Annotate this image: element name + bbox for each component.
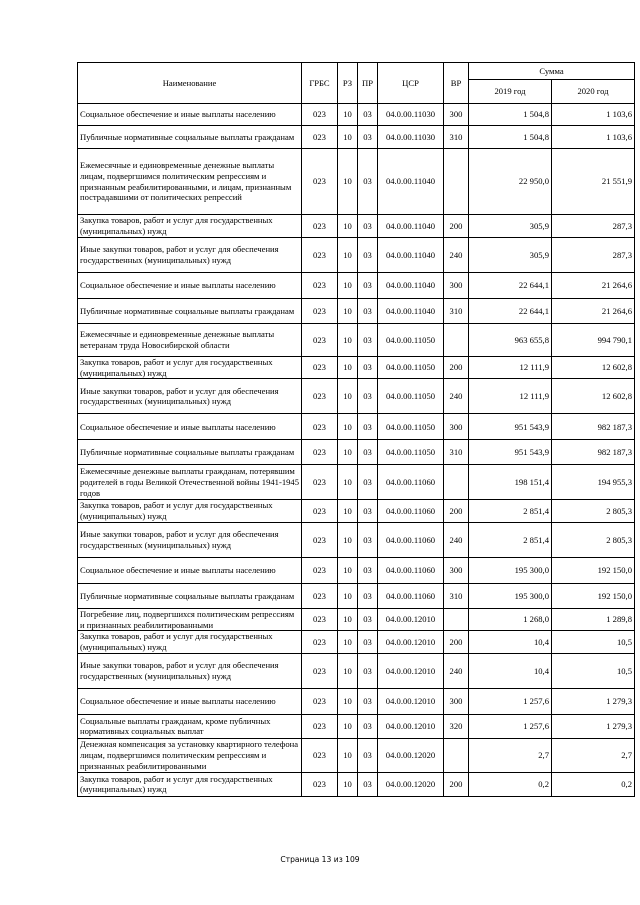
- cell-pr: 03: [358, 149, 378, 215]
- cell-grbs: 023: [302, 126, 338, 149]
- cell-name: Иные закупки товаров, работ и услуг для обеспечения государственных (муниципальных) нужд: [78, 238, 302, 273]
- cell-csr: 04.0.00.11050: [378, 440, 444, 465]
- cell-rz: 10: [338, 299, 358, 324]
- cell-csr: 04.0.00.11060: [378, 465, 444, 500]
- cell-vr: [444, 738, 469, 772]
- cell-vr: [444, 324, 469, 357]
- cell-name: Социальное обеспечение и иные выплаты населению: [78, 557, 302, 583]
- table-row: [78, 149, 635, 215]
- cell-csr: 04.0.00.12020: [378, 772, 444, 796]
- cell-2020: 21 264,6: [552, 273, 635, 299]
- cell-csr: 04.0.00.12010: [378, 631, 444, 653]
- cell-csr: 04.0.00.11050: [378, 379, 444, 414]
- cell-name: Закупка товаров, работ и услуг для государственных (муниципальных) нужд: [78, 357, 302, 379]
- cell-vr: 240: [444, 653, 469, 688]
- table-body: [78, 104, 635, 797]
- cell-csr: 04.0.00.11040: [378, 299, 444, 324]
- cell-pr: 03: [358, 379, 378, 414]
- cell-rz: 10: [338, 440, 358, 465]
- cell-name: Иные закупки товаров, работ и услуг для обеспечения государственных (муниципальных) нужд: [78, 522, 302, 557]
- cell-2019: 0,2: [469, 772, 552, 796]
- cell-csr: 04.0.00.11030: [378, 104, 444, 126]
- cell-vr: 310: [444, 299, 469, 324]
- cell-pr: 03: [358, 583, 378, 608]
- table-row: [78, 357, 635, 379]
- cell-2019: 2 851,4: [469, 500, 552, 522]
- table-row: [78, 238, 635, 273]
- cell-rz: 10: [338, 238, 358, 273]
- cell-grbs: 023: [302, 414, 338, 440]
- cell-grbs: 023: [302, 299, 338, 324]
- cell-vr: 200: [444, 500, 469, 522]
- cell-name: Погребение лиц, подвергшихся политическим репрессиям и признанных реабилитированными: [78, 608, 302, 630]
- cell-2019: 305,9: [469, 215, 552, 238]
- cell-rz: 10: [338, 215, 358, 238]
- cell-pr: 03: [358, 608, 378, 630]
- cell-name: Публичные нормативные социальные выплаты гражданам: [78, 299, 302, 324]
- cell-name: Денежная компенсация за установку квартирного телефона лицам, подвергшимся политическим репрессиям и признанных реабилитированными: [78, 738, 302, 772]
- table-row: [78, 653, 635, 688]
- cell-grbs: 023: [302, 273, 338, 299]
- cell-2019: 198 151,4: [469, 465, 552, 500]
- cell-vr: 240: [444, 522, 469, 557]
- cell-vr: 300: [444, 414, 469, 440]
- cell-vr: [444, 608, 469, 630]
- cell-grbs: 023: [302, 357, 338, 379]
- cell-rz: 10: [338, 772, 358, 796]
- cell-name: Социальное обеспечение и иные выплаты населению: [78, 104, 302, 126]
- cell-pr: 03: [358, 357, 378, 379]
- cell-grbs: 023: [302, 557, 338, 583]
- cell-vr: 240: [444, 379, 469, 414]
- header-name: Наименование: [78, 63, 302, 104]
- cell-name: Ежемесячные денежные выплаты гражданам, потерявшим родителей в годы Великой Отечественной войны 1941-1945 годов: [78, 465, 302, 500]
- table-row: [78, 215, 635, 238]
- cell-2019: 1 504,8: [469, 126, 552, 149]
- cell-rz: 10: [338, 324, 358, 357]
- cell-rz: 10: [338, 522, 358, 557]
- cell-rz: 10: [338, 631, 358, 653]
- cell-2019: 951 543,9: [469, 414, 552, 440]
- table-row: [78, 738, 635, 772]
- cell-grbs: 023: [302, 238, 338, 273]
- cell-name: Иные закупки товаров, работ и услуг для обеспечения государственных (муниципальных) нужд: [78, 379, 302, 414]
- cell-2019: 22 950,0: [469, 149, 552, 215]
- cell-vr: 310: [444, 583, 469, 608]
- cell-2020: 12 602,8: [552, 379, 635, 414]
- cell-pr: 03: [358, 772, 378, 796]
- table-row: [78, 440, 635, 465]
- cell-csr: 04.0.00.11040: [378, 149, 444, 215]
- cell-grbs: 023: [302, 215, 338, 238]
- cell-vr: 200: [444, 631, 469, 653]
- cell-pr: 03: [358, 465, 378, 500]
- cell-pr: 03: [358, 653, 378, 688]
- cell-2020: 1 279,3: [552, 688, 635, 714]
- cell-2019: 12 111,9: [469, 357, 552, 379]
- budget-table: [77, 62, 635, 797]
- cell-pr: 03: [358, 104, 378, 126]
- cell-2020: 194 955,3: [552, 465, 635, 500]
- cell-2019: 195 300,0: [469, 557, 552, 583]
- header-rz: РЗ: [338, 63, 358, 104]
- header-year-2020: 2020 год: [552, 80, 635, 104]
- cell-rz: 10: [338, 688, 358, 714]
- cell-pr: 03: [358, 273, 378, 299]
- cell-2020: 0,2: [552, 772, 635, 796]
- cell-name: Социальное обеспечение и иные выплаты населению: [78, 414, 302, 440]
- cell-rz: 10: [338, 149, 358, 215]
- cell-grbs: 023: [302, 608, 338, 630]
- cell-rz: 10: [338, 357, 358, 379]
- cell-name: Социальное обеспечение и иные выплаты населению: [78, 688, 302, 714]
- cell-vr: 300: [444, 688, 469, 714]
- cell-2020: 1 103,6: [552, 126, 635, 149]
- table-row: [78, 631, 635, 653]
- cell-csr: 04.0.00.11050: [378, 414, 444, 440]
- header-year-2019: 2019 год: [469, 80, 552, 104]
- cell-pr: 03: [358, 738, 378, 772]
- cell-2019: 10,4: [469, 631, 552, 653]
- cell-vr: 300: [444, 557, 469, 583]
- cell-rz: 10: [338, 738, 358, 772]
- cell-grbs: 023: [302, 324, 338, 357]
- cell-2020: 287,3: [552, 215, 635, 238]
- cell-2019: 1 268,0: [469, 608, 552, 630]
- cell-pr: 03: [358, 522, 378, 557]
- cell-name: Социальные выплаты гражданам, кроме публичных нормативных социальных выплат: [78, 714, 302, 738]
- cell-2020: 982 187,3: [552, 440, 635, 465]
- cell-2020: 21 264,6: [552, 299, 635, 324]
- cell-2019: 1 257,6: [469, 688, 552, 714]
- cell-2020: 2 805,3: [552, 500, 635, 522]
- cell-2020: 21 551,9: [552, 149, 635, 215]
- table-row: [78, 608, 635, 630]
- table-row: [78, 714, 635, 738]
- cell-2019: 22 644,1: [469, 273, 552, 299]
- cell-2019: 305,9: [469, 238, 552, 273]
- cell-csr: 04.0.00.11060: [378, 522, 444, 557]
- cell-rz: 10: [338, 714, 358, 738]
- cell-csr: 04.0.00.11060: [378, 583, 444, 608]
- cell-grbs: 023: [302, 500, 338, 522]
- cell-vr: 300: [444, 273, 469, 299]
- cell-csr: 04.0.00.11050: [378, 357, 444, 379]
- cell-rz: 10: [338, 104, 358, 126]
- cell-csr: 04.0.00.12010: [378, 714, 444, 738]
- cell-2019: 12 111,9: [469, 379, 552, 414]
- table-row: [78, 688, 635, 714]
- cell-grbs: 023: [302, 440, 338, 465]
- cell-name: Публичные нормативные социальные выплаты гражданам: [78, 583, 302, 608]
- cell-name: Публичные нормативные социальные выплаты гражданам: [78, 126, 302, 149]
- cell-csr: 04.0.00.11030: [378, 126, 444, 149]
- cell-2020: 982 187,3: [552, 414, 635, 440]
- cell-vr: [444, 465, 469, 500]
- cell-rz: 10: [338, 500, 358, 522]
- table-row: [78, 522, 635, 557]
- cell-vr: 200: [444, 357, 469, 379]
- cell-2020: 10,5: [552, 631, 635, 653]
- cell-pr: 03: [358, 414, 378, 440]
- cell-vr: 310: [444, 126, 469, 149]
- cell-name: Ежемесячные и единовременные денежные выплаты ветеранам труда Новосибирской области: [78, 324, 302, 357]
- cell-name: Закупка товаров, работ и услуг для государственных (муниципальных) нужд: [78, 631, 302, 653]
- cell-vr: 200: [444, 215, 469, 238]
- cell-pr: 03: [358, 714, 378, 738]
- cell-name: Закупка товаров, работ и услуг для государственных (муниципальных) нужд: [78, 772, 302, 796]
- cell-vr: [444, 149, 469, 215]
- cell-name: Социальное обеспечение и иные выплаты населению: [78, 273, 302, 299]
- cell-2020: 1 289,8: [552, 608, 635, 630]
- cell-rz: 10: [338, 379, 358, 414]
- cell-csr: 04.0.00.12020: [378, 738, 444, 772]
- cell-rz: 10: [338, 557, 358, 583]
- cell-grbs: 023: [302, 738, 338, 772]
- cell-grbs: 023: [302, 522, 338, 557]
- cell-grbs: 023: [302, 714, 338, 738]
- cell-2019: 963 655,8: [469, 324, 552, 357]
- cell-pr: 03: [358, 500, 378, 522]
- cell-pr: 03: [358, 688, 378, 714]
- cell-grbs: 023: [302, 772, 338, 796]
- header-pr: ПР: [358, 63, 378, 104]
- cell-2019: 1 257,6: [469, 714, 552, 738]
- cell-rz: 10: [338, 273, 358, 299]
- cell-vr: 300: [444, 104, 469, 126]
- cell-pr: 03: [358, 215, 378, 238]
- cell-name: Ежемесячные и единовременные денежные выплаты лицам, подвергшимся политическим репрессиям и признанным реабилитированными, и лицам, признанным пострадавшими от политических репрессий: [78, 149, 302, 215]
- header-vr: ВР: [444, 63, 469, 104]
- cell-pr: 03: [358, 324, 378, 357]
- table-row: [78, 324, 635, 357]
- cell-2019: 195 300,0: [469, 583, 552, 608]
- header-sum: Сумма: [469, 63, 635, 80]
- cell-grbs: 023: [302, 104, 338, 126]
- cell-grbs: 023: [302, 653, 338, 688]
- cell-2020: 994 790,1: [552, 324, 635, 357]
- cell-rz: 10: [338, 414, 358, 440]
- cell-pr: 03: [358, 440, 378, 465]
- cell-2019: 2,7: [469, 738, 552, 772]
- table-row: [78, 500, 635, 522]
- cell-grbs: 023: [302, 631, 338, 653]
- table-row: [78, 557, 635, 583]
- table-row: [78, 104, 635, 126]
- cell-pr: 03: [358, 126, 378, 149]
- cell-csr: 04.0.00.11040: [378, 238, 444, 273]
- cell-csr: 04.0.00.11040: [378, 273, 444, 299]
- cell-name: Иные закупки товаров, работ и услуг для обеспечения государственных (муниципальных) нужд: [78, 653, 302, 688]
- cell-2020: 1 103,6: [552, 104, 635, 126]
- cell-rz: 10: [338, 608, 358, 630]
- cell-rz: 10: [338, 653, 358, 688]
- table-row: [78, 414, 635, 440]
- cell-2020: 287,3: [552, 238, 635, 273]
- cell-2019: 951 543,9: [469, 440, 552, 465]
- cell-2020: 2,7: [552, 738, 635, 772]
- cell-pr: 03: [358, 631, 378, 653]
- table-row: [78, 772, 635, 796]
- cell-name: Закупка товаров, работ и услуг для государственных (муниципальных) нужд: [78, 215, 302, 238]
- cell-grbs: 023: [302, 688, 338, 714]
- table-row: [78, 299, 635, 324]
- table-row: [78, 273, 635, 299]
- cell-2020: 2 805,3: [552, 522, 635, 557]
- cell-grbs: 023: [302, 379, 338, 414]
- cell-2019: 1 504,8: [469, 104, 552, 126]
- cell-csr: 04.0.00.11040: [378, 215, 444, 238]
- cell-pr: 03: [358, 299, 378, 324]
- cell-vr: 200: [444, 772, 469, 796]
- cell-grbs: 023: [302, 465, 338, 500]
- cell-csr: 04.0.00.11060: [378, 500, 444, 522]
- table-row: [78, 583, 635, 608]
- cell-csr: 04.0.00.12010: [378, 688, 444, 714]
- cell-vr: 320: [444, 714, 469, 738]
- cell-vr: 240: [444, 238, 469, 273]
- cell-grbs: 023: [302, 149, 338, 215]
- cell-csr: 04.0.00.11060: [378, 557, 444, 583]
- header-grbs: ГРБС: [302, 63, 338, 104]
- cell-2020: 192 150,0: [552, 557, 635, 583]
- cell-vr: 310: [444, 440, 469, 465]
- cell-2019: 2 851,4: [469, 522, 552, 557]
- table-row: [78, 379, 635, 414]
- cell-2019: 10,4: [469, 653, 552, 688]
- cell-pr: 03: [358, 238, 378, 273]
- cell-name: Публичные нормативные социальные выплаты гражданам: [78, 440, 302, 465]
- table-row: [78, 465, 635, 500]
- page-footer: Страница 13 из 109: [280, 855, 360, 864]
- cell-csr: 04.0.00.12010: [378, 608, 444, 630]
- cell-2020: 1 279,3: [552, 714, 635, 738]
- cell-pr: 03: [358, 557, 378, 583]
- cell-grbs: 023: [302, 583, 338, 608]
- cell-2020: 192 150,0: [552, 583, 635, 608]
- cell-rz: 10: [338, 126, 358, 149]
- cell-csr: 04.0.00.12010: [378, 653, 444, 688]
- cell-rz: 10: [338, 583, 358, 608]
- header-csr: ЦСР: [378, 63, 444, 104]
- cell-2019: 22 644,1: [469, 299, 552, 324]
- cell-name: Закупка товаров, работ и услуг для государственных (муниципальных) нужд: [78, 500, 302, 522]
- table-row: [78, 126, 635, 149]
- cell-2020: 12 602,8: [552, 357, 635, 379]
- cell-csr: 04.0.00.11050: [378, 324, 444, 357]
- cell-rz: 10: [338, 465, 358, 500]
- cell-2020: 10,5: [552, 653, 635, 688]
